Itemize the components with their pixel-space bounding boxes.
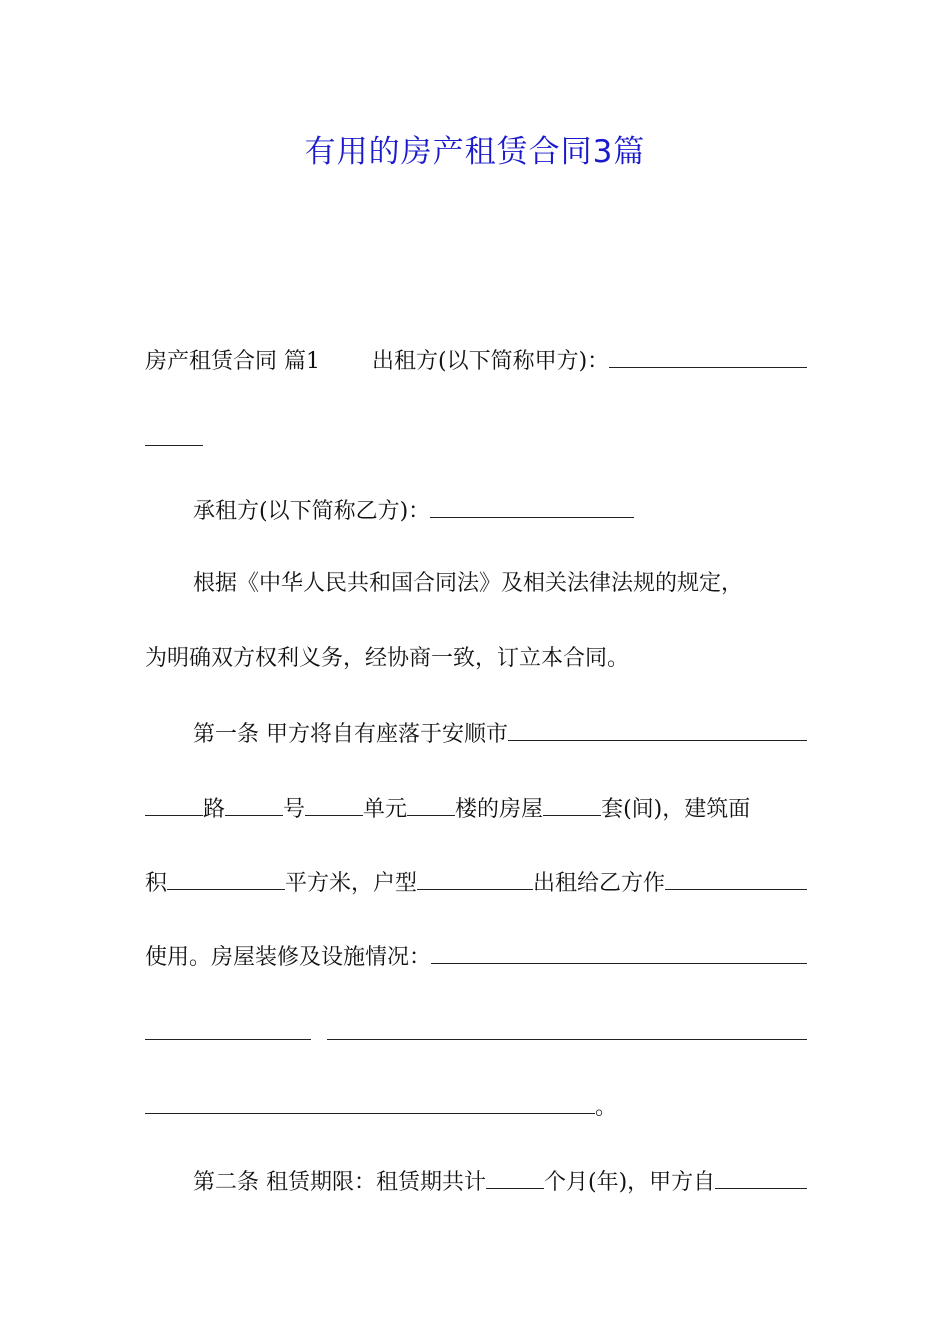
line-address bbox=[145, 788, 807, 828]
purpose-label: 出租给乙方作 bbox=[533, 871, 666, 896]
term-label: 个月(年)，甲方自 bbox=[544, 1170, 716, 1195]
line-preamble-cont bbox=[145, 639, 807, 679]
line-article-2 bbox=[145, 1161, 807, 1201]
line-facilities-end bbox=[145, 1086, 807, 1126]
area-blank bbox=[167, 862, 285, 890]
facilities-blank-3 bbox=[327, 1012, 807, 1040]
facilities-blank-2 bbox=[145, 1012, 311, 1040]
line-party-b bbox=[145, 490, 807, 530]
line-preamble bbox=[145, 564, 807, 604]
party-b-label: 承租方(以下简称乙方)： bbox=[193, 499, 431, 524]
facilities-label: 使用。房屋装修及设施情况： bbox=[145, 945, 432, 970]
article-1-text: 第一条 甲方将自有座落于安顺市 bbox=[193, 722, 508, 747]
party-a-blank-cont bbox=[145, 418, 203, 446]
facilities-blank bbox=[431, 936, 807, 964]
document-title: 有用的房产租赁合同3篇 bbox=[304, 134, 646, 170]
area-label: 积 bbox=[145, 871, 168, 896]
line-party-a bbox=[145, 340, 807, 380]
line-facilities bbox=[145, 936, 807, 976]
party-a-label: 出租方(以下简称甲方)： bbox=[372, 349, 610, 374]
facilities-blank-4 bbox=[145, 1086, 595, 1114]
line-facilities-cont bbox=[145, 1012, 807, 1052]
unit-blank bbox=[305, 788, 363, 816]
line-area bbox=[145, 862, 807, 902]
line-party-a-cont bbox=[145, 418, 807, 458]
floor-blank bbox=[407, 788, 455, 816]
party-a-blank bbox=[609, 340, 807, 368]
floor-label: 楼的房屋 bbox=[455, 797, 544, 822]
preamble-text: 根据《中华人民共和国合同法》及相关法律法规的规定， bbox=[193, 571, 744, 596]
layout-blank bbox=[417, 862, 533, 890]
suite-label: 套(间)，建筑面 bbox=[601, 797, 751, 822]
purpose-blank bbox=[665, 862, 807, 890]
city-blank bbox=[508, 713, 807, 741]
article-heading: 房产租赁合同 篇1 bbox=[145, 349, 320, 374]
suite-blank bbox=[543, 788, 601, 816]
article-2-text: 第二条 租赁期限：租赁期共计 bbox=[193, 1170, 486, 1195]
number-blank bbox=[225, 788, 283, 816]
party-b-blank bbox=[430, 490, 634, 518]
term-blank bbox=[486, 1161, 544, 1189]
number-label: 号 bbox=[283, 797, 306, 822]
road-label: 路 bbox=[203, 797, 226, 822]
period-mark: 。 bbox=[595, 1095, 618, 1120]
road-blank bbox=[145, 788, 203, 816]
unit-label: 单元 bbox=[363, 797, 408, 822]
preamble-text-cont: 为明确双方权利义务，经协商一致，订立本合同。 bbox=[145, 646, 630, 671]
start-date-blank bbox=[715, 1161, 807, 1189]
layout-label: 平方米，户型 bbox=[285, 871, 418, 896]
line-article-1 bbox=[145, 713, 807, 753]
